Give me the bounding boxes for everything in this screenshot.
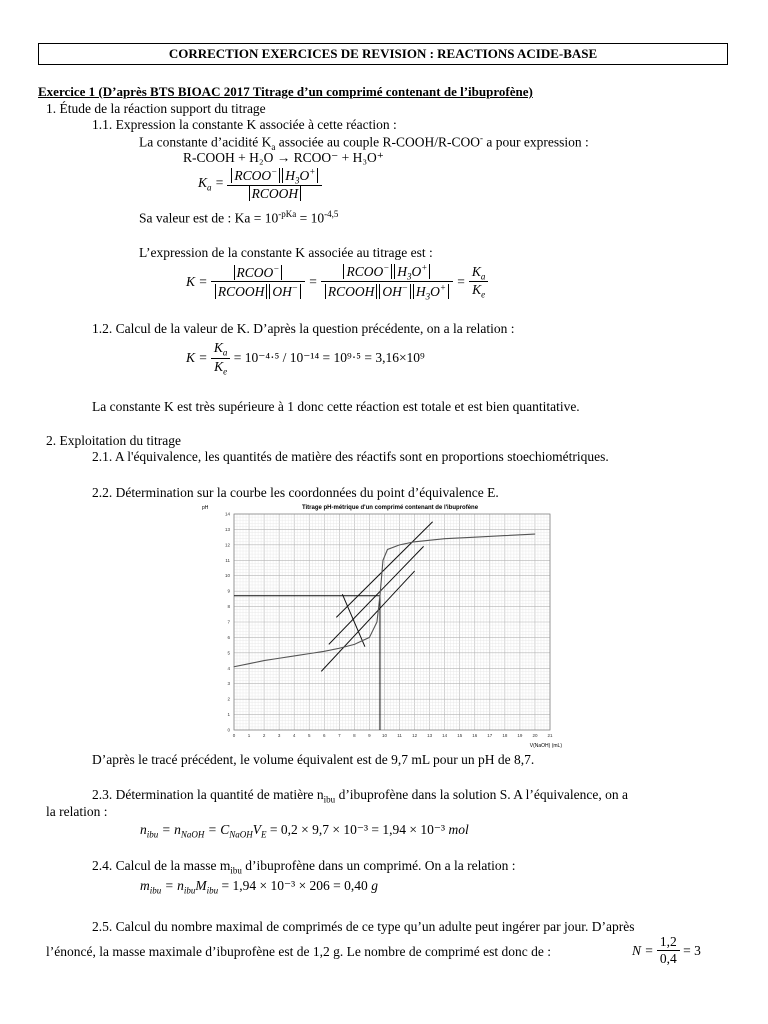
y-tick-label: 9 <box>227 588 230 594</box>
y-tick-label: 14 <box>224 511 230 517</box>
data-point <box>380 595 381 596</box>
data-point <box>354 644 355 645</box>
y-tick-label: 13 <box>224 526 230 532</box>
x-tick-label: 14 <box>442 733 448 738</box>
x-tick-label: 12 <box>412 733 418 738</box>
data-point <box>399 544 400 545</box>
y-tick-label: 10 <box>224 573 230 579</box>
data-point <box>279 658 280 659</box>
chart-y-axis-label: pH <box>202 505 209 511</box>
x-tick-label: 11 <box>397 733 402 738</box>
x-tick-label: 16 <box>472 733 478 738</box>
x-tick-label: 10 <box>381 733 387 738</box>
y-tick-label: 6 <box>227 634 230 640</box>
x-tick-label: 9 <box>368 733 371 738</box>
titration-chart <box>190 500 570 750</box>
x-tick-label: 4 <box>292 733 296 738</box>
x-tick-label: 17 <box>487 733 493 738</box>
y-tick-label: 11 <box>225 557 230 563</box>
y-tick-label: 12 <box>224 542 230 548</box>
perpendicular-line <box>342 594 365 646</box>
data-point <box>234 666 235 667</box>
n-comprimes-result: N = $\frac{1,2}{0,4}$ = 3 <box>632 934 701 966</box>
data-point <box>294 656 295 657</box>
data-point <box>249 663 250 664</box>
x-tick-label: 1 <box>247 733 251 738</box>
data-point <box>309 653 310 654</box>
question-2-3-cont: la relation : <box>46 804 108 819</box>
y-tick-label: 7 <box>227 619 230 625</box>
x-tick-label: 13 <box>427 733 433 738</box>
data-point <box>339 648 340 649</box>
question-1-1: 1.1. Expression la constante K associée à cette réaction : <box>92 117 397 132</box>
data-point <box>377 622 378 623</box>
question-2-1: 2.1. A l'équivalence, les quantités de matière des réactifs sont en proportions stoechiométriques. <box>92 449 609 464</box>
data-point <box>444 538 445 539</box>
data-point <box>324 651 325 652</box>
ka-formula: $K_a$ = $\frac{RCOO^- H_3O^+}{\text{RCOOH}}$ <box>198 166 322 202</box>
x-tick-label: 15 <box>457 733 463 738</box>
x-tick-label: 2 <box>262 733 266 738</box>
y-tick-label: 5 <box>227 650 230 656</box>
x-tick-label: 18 <box>502 733 508 738</box>
k-conclusion: La constante K est très supérieure à 1 donc cette réaction est totale et est bien quantitative. <box>92 399 580 414</box>
question-2-2: 2.2. Détermination sur la courbe les coordonnées du point d’équivalence E. <box>92 485 499 500</box>
question-2-5: 2.5. Calcul du nombre maximal de comprimés de ce type qu’un adulte peut ingérer par jour. D’après <box>92 919 635 934</box>
k-intro: L’expression de la constante K associée au titrage est : <box>139 245 433 260</box>
data-point <box>369 637 370 638</box>
x-tick-label: 7 <box>338 733 341 738</box>
k-formula: K = $\frac{RCOO^-}{RCOOH OH^-}$ = $\frac{RCOO^- H_3O^+}{RCOOH OH^- H_3O^+}$ = $\frac{K_a}{K_e}$ <box>186 262 488 301</box>
y-tick-label: 4 <box>227 665 230 671</box>
n-ibu-equation: $n_{ibu} = n_{NaOH} = C_{NaOH}V_E = 0,2 \times 9,7 \times 10^{-3} = 1,94 \times 10^{-3}$ mol <box>140 822 469 840</box>
x-tick-label: 0 <box>232 733 236 738</box>
y-tick-label: 3 <box>227 681 230 687</box>
question-2-4: 2.4. Calcul de la masse $m_{ibu}$ d’ibuprofène dans un comprimé. On a la relation : <box>92 858 516 876</box>
x-tick-label: 8 <box>353 733 356 738</box>
x-tick-label: 20 <box>532 733 538 738</box>
chart-x-axis-label: V(NaOH) (mL) <box>529 743 562 749</box>
x-tick-label: 21 <box>547 733 553 738</box>
y-tick-label: 0 <box>227 727 230 733</box>
question-2-3: 2.3. Détermination la quantité de matière $n_{ibu}$ d’ibuprofène dans la solution S. A l’équivalence, on a <box>92 787 628 805</box>
m-ibu-equation: $m_{ibu} = n_{ibu}M_{ibu} = 1,94 \times 10^{-3} \times 206 = 0,40$ g <box>140 878 378 896</box>
chart-title: Titrage pH-métrique d'un comprimé contenant de l'ibuprofène <box>301 505 479 511</box>
question-2-5-cont: l’énoncé, la masse maximale d’ibuprofène est de 1,2 g. Le nombre de comprimé est donc de : <box>46 944 551 959</box>
y-tick-label: 8 <box>227 604 230 610</box>
x-tick-label: 19 <box>517 733 523 738</box>
y-tick-label: 2 <box>227 696 230 702</box>
x-tick-label: 5 <box>307 733 311 738</box>
data-point <box>387 549 388 550</box>
x-tick-label: 3 <box>277 733 281 738</box>
ka-definition-line: La constante d’acidité $K_a$ associée au couple R-COOH/R-COO- a pour expression : <box>139 133 589 153</box>
data-point <box>414 541 415 542</box>
equivalence-result: D’après le tracé précédent, le volume équivalent est de 9,7 mL pour un pH de 8,7. <box>92 752 535 767</box>
question-1-2: 1.2. Calcul de la valeur de K. D’après la question précédente, on a la relation : <box>92 321 515 336</box>
reaction-equation: R-COOH + H₂O → RCOO⁻ + H₃O⁺ <box>183 150 384 165</box>
data-point <box>383 560 384 561</box>
data-point <box>264 660 265 661</box>
section-2-heading: 2. Exploitation du titrage <box>46 433 181 448</box>
page-title: CORRECTION EXERCICES DE REVISION : REACTIONS ACIDE-BASE <box>38 43 728 65</box>
data-point <box>504 535 505 536</box>
section-1-heading: 1. Étude de la réaction support du titrage <box>46 101 266 116</box>
ka-value: Sa valeur est de : $Ka = 10^{-pKa} = 10^{-4,5}$ <box>139 209 339 226</box>
data-point <box>474 537 475 538</box>
data-point <box>535 534 536 535</box>
k-calculation: K = $\frac{K_a}{K_e}$ = 10⁻⁴·⁵ / 10⁻¹⁴ = 10⁹·⁵ = 3,16×10⁹ <box>186 340 425 377</box>
exercise-1-title: Exercice 1 (D’après BTS BIOAC 2017 Titrage d’un comprimé contenant de l’ibuprofène) <box>38 84 533 99</box>
y-tick-label: 1 <box>227 712 230 718</box>
x-tick-label: 6 <box>323 733 326 738</box>
